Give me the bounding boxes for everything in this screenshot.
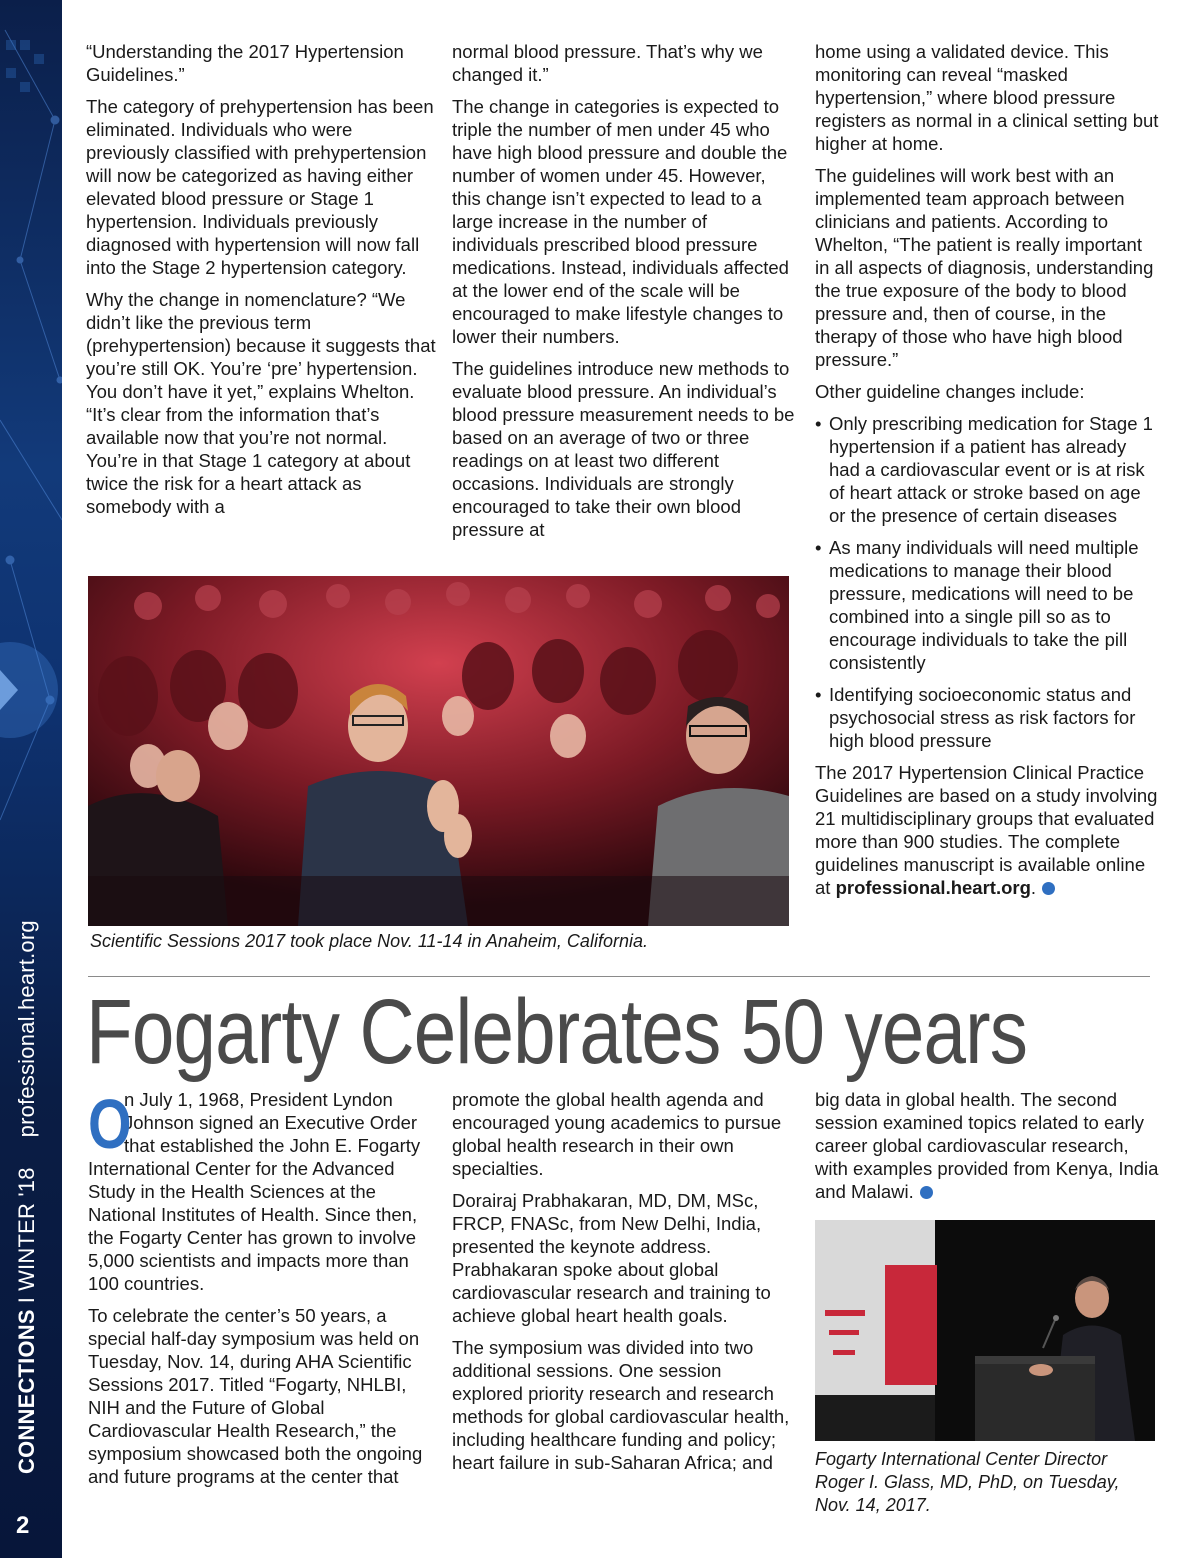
paragraph: promote the global health agenda and encouraged young academics to pursue global health research in their own specialties. (452, 1089, 782, 1179)
audience-photo (88, 576, 789, 926)
photo-caption: Fogarty International Center Director Roger I. Glass, MD, PhD, on Tuesday, Nov. 14, 2017. (815, 1449, 1120, 1515)
end-mark-icon (1042, 882, 1055, 895)
speaker-at-podium-image (815, 1220, 1155, 1441)
photo-caption: Scientific Sessions 2017 took place Nov. 11-14 in Anaheim, California. (90, 931, 648, 951)
sidebar-spine (0, 0, 62, 1558)
article-column-1 (88, 1085, 433, 1497)
page-number: 2 (16, 1512, 30, 1539)
article-headline: Fogarty Celebrates 50 years (86, 981, 1028, 1083)
paragraph (815, 761, 1160, 899)
audience-applauding-image (88, 576, 789, 926)
paragraph (88, 1085, 433, 1295)
spine-title (14, 920, 40, 1474)
paragraph: The category of prehypertension has been eliminated. Individuals who were previously classified with prehypertension will now be categorized as having either elevated blood pressure or Stage 1 hypertension. Individuals previously diagnosed with hypertension will now fall into the Stage 2 hypertension category. (86, 96, 434, 278)
end-mark-icon (920, 1186, 933, 1199)
paragraph: “Understanding the 2017 Hypertension Guidelines.” (86, 41, 404, 85)
list-item: • Only prescribing medication for Stage 1 hypertension if a patient has already had a cardiovascular event or is at risk of heart attack or stroke based on age or the presence of certain diseases (815, 412, 1160, 527)
paragraph: Why the change in nomenclature? “We didn’t like the previous term (prehypertension) because it suggests that you’re still OK. You’re ‘pre’ hypertension. You don’t have it yet,” explains Whelton. “It’s clear from the information that’s available now that you’re not normal. You’re in that Stage 1 category at about twice the risk for a heart attack as somebody with a (86, 289, 436, 517)
top-column-1 (86, 40, 436, 527)
spine-brand: CONNECTIONS (14, 1309, 39, 1474)
speaker-photo (815, 1220, 1155, 1441)
spine-separator: I (14, 1296, 39, 1304)
period: . (1030, 877, 1037, 898)
paragraph: Other guideline changes include: (815, 381, 1085, 402)
network-pattern-icon (0, 0, 62, 1000)
spine-issue: WINTER '18 (14, 1167, 39, 1291)
website-link[interactable]: professional.heart.org (835, 877, 1031, 898)
paragraph: The guidelines will work best with an implemented team approach between clinicians and patients. According to Whelton, “The patient is really important in all aspects of diagnosis, understanding the true exposure of the body to blood pressure and, then of course, in the therapy of those who have high blood pressure.” (815, 165, 1154, 370)
paragraph: Dorairaj Prabhakaran, MD, DM, MSc, FRCP, FNASc, from New Delhi, India, presented the keynote address. Prabhakaran spoke about global cardiovascular research and training to achieve global heart health goals. (452, 1190, 771, 1326)
drop-cap: O (88, 1085, 132, 1163)
list-item: • Identifying socioeconomic status and psychosocial stress as risk factors for high blood pressure (815, 683, 1160, 752)
article-column-3 (815, 1088, 1160, 1212)
paragraph-text: The 2017 Hypertension Clinical Practice Guidelines are based on a study involving 21 multidisciplinary groups that evaluated more than 900 studies. The complete guidelines manuscript is available online at (815, 762, 1158, 898)
paragraph: The symposium was divided into two additional sessions. One session explored priority research and research methods for global cardiovascular health, including healthcare funding and policy; heart failure in sub-Saharan Africa; and (452, 1337, 790, 1473)
paragraph-text: big data in global health. The second session examined topics related to early career global cardiovascular research, with examples provided from Kenya, India and Malawi. (815, 1089, 1159, 1202)
list-item: • As many individuals will need multiple medications to manage their blood pressure, medications will need to be combined into a single pill so as to encourage individuals to take the pill consistently (815, 536, 1160, 674)
paragraph-text: n July 1, 1968, President Lyndon Johnson signed an Executive Order that established the John E. Fogarty International Center for the Advanced Study in the Health Sciences at the National Institutes of Health. Since then, the Fogarty Center has grown to involve 5,000 scientists and impacts more than 100 countries. (88, 1089, 421, 1294)
top-column-2 (452, 40, 797, 550)
top-column-3 (815, 40, 1160, 908)
paragraph: home using a validated device. This monitoring can reveal “masked hypertension,” where blood pressure registers as normal in a clinical setting but higher at home. (815, 41, 1159, 154)
article-column-2 (452, 1088, 797, 1483)
paragraph (815, 1088, 1160, 1203)
paragraph: normal blood pressure. That’s why we changed it.” (452, 41, 763, 85)
spine-url[interactable]: professional.heart.org (14, 920, 39, 1138)
paragraph: The guidelines introduce new methods to evaluate blood pressure. An individual’s blood pressure measurement needs to be based on an average of two or three readings on at least two different occasions. Individuals are strongly encouraged to take their own blood pressure at (452, 358, 795, 540)
section-divider (88, 976, 1150, 977)
guideline-changes-list (815, 412, 1160, 752)
paragraph: The change in categories is expected to triple the number of men under 45 who have high blood pressure and double the number of women under 45. However, this change isn’t expected to lead to a large increase in the number of individuals prescribed blood pressure medications. Instead, individuals affected at the lower end of the scale will be encouraged to make lifestyle changes to lower their numbers. (452, 96, 789, 347)
paragraph: To celebrate the center’s 50 years, a special half-day symposium was held on Tuesday, Nov. 14, during AHA Scientific Sessions 2017. Titled “Fogarty, NHLBI, NIH and the Future of Global Cardiovascular Health Research,” the symposium showcased both the ongoing and future programs at the center that (88, 1305, 423, 1487)
